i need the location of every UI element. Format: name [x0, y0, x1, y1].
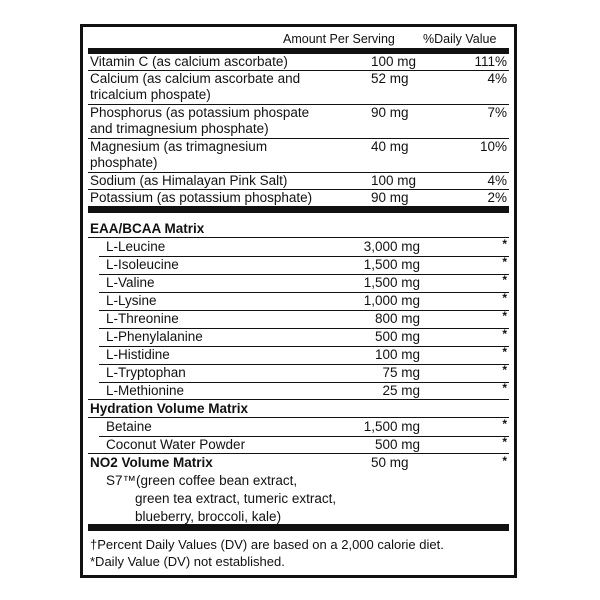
row-rule — [88, 70, 509, 71]
vitamin-amount: 90 mg — [371, 105, 409, 120]
hydration-item-dv: * — [502, 417, 507, 431]
amino-acid-name: L-Leucine — [106, 239, 166, 254]
no2-dv: * — [502, 454, 507, 468]
hydration-item-amount: 500 mg — [374, 437, 420, 452]
vitamin-name: Phosphorus (as potassium phospate and trimagnesium phosphate) — [90, 105, 310, 136]
vitamin-amount: 52 mg — [371, 71, 409, 86]
no2-ingredients-line-1: S7™(green coffee bean extract, — [106, 473, 298, 488]
eaa-title-rule — [88, 237, 509, 238]
vitamin-name: Vitamin C (as calcium ascorbate) — [90, 54, 288, 69]
vitamins-thick-rule — [88, 206, 509, 213]
row-rule — [88, 189, 509, 190]
amino-acid-name: L-Lysine — [106, 293, 157, 308]
hydration-item-amount: 1,500 mg — [363, 419, 420, 434]
vitamin-dv: 7% — [487, 105, 507, 120]
vitamin-name: Calcium (as calcium ascorbate and tricalcium phospate) — [90, 71, 301, 102]
supplement-facts-panel — [80, 24, 517, 578]
amino-acid-dv: * — [502, 363, 507, 377]
amount-per-serving-header: Amount Per Serving — [283, 32, 395, 46]
vitamin-dv: 2% — [487, 190, 507, 205]
amino-acid-dv: * — [502, 381, 507, 395]
amino-acid-name: L-Isoleucine — [106, 257, 179, 272]
amino-acid-name: L-Phenylalanine — [106, 329, 203, 344]
amino-acid-name: L-Histidine — [106, 347, 170, 362]
row-rule — [88, 104, 509, 105]
vitamin-dv: 4% — [487, 71, 507, 86]
amino-acid-amount: 1,500 mg — [363, 275, 420, 290]
vitamin-dv: 4% — [487, 173, 507, 188]
no2-ingredients-line-3: blueberry, broccoli, kale) — [135, 509, 282, 524]
vitamin-dv: 111% — [474, 54, 507, 69]
vitamin-amount: 40 mg — [371, 139, 409, 154]
row-rule — [88, 172, 509, 173]
amino-acid-dv: * — [502, 327, 507, 341]
amino-acid-name: L-Threonine — [106, 311, 179, 326]
amino-acid-amount: 100 mg — [374, 347, 420, 362]
eaa-bottom-rule — [88, 399, 509, 400]
footnote-percent-dv: †Percent Daily Values (DV) are based on a 2,000 calorie diet. — [90, 537, 444, 552]
amino-acid-amount: 1,500 mg — [363, 257, 420, 272]
no2-ingredients-line-2: green tea extract, tumeric extract, — [135, 491, 337, 506]
hydration-item-dv: * — [502, 435, 507, 449]
hydration-title-rule — [88, 417, 509, 418]
vitamin-name: Magnesium (as trimagnesium phosphate) — [90, 139, 268, 170]
vitamin-dv: 10% — [479, 139, 507, 154]
vitamin-amount: 100 mg — [371, 173, 417, 188]
amino-acid-name: L-Methionine — [106, 383, 185, 398]
no2-amount: 50 mg — [371, 455, 409, 470]
amino-acid-name: L-Valine — [106, 275, 155, 290]
footnote-dv-not-established: *Daily Value (DV) not established. — [90, 554, 285, 569]
vitamin-amount: 90 mg — [371, 190, 409, 205]
amino-acid-dv: * — [502, 255, 507, 269]
amino-acid-amount: 25 mg — [382, 383, 420, 398]
amino-acid-amount: 800 mg — [374, 311, 420, 326]
vitamin-name: Potassium (as potassium phosphate) — [90, 190, 313, 205]
hydration-item-name: Betaine — [106, 419, 152, 434]
hydration-bottom-rule — [88, 453, 509, 454]
amino-acid-dv: * — [502, 309, 507, 323]
row-rule — [99, 274, 509, 275]
vitamin-amount: 100 mg — [371, 54, 417, 69]
row-rule — [88, 138, 509, 139]
no2-section-title: NO2 Volume Matrix — [90, 455, 213, 470]
amino-acid-amount: 1,000 mg — [363, 293, 420, 308]
amino-acid-dv: * — [502, 291, 507, 305]
amino-acid-amount: 3,000 mg — [363, 239, 420, 254]
amino-acid-dv: * — [502, 237, 507, 251]
amino-acid-dv: * — [502, 273, 507, 287]
hydration-section-title: Hydration Volume Matrix — [90, 401, 249, 416]
amino-acid-name: L-Tryptophan — [106, 365, 186, 380]
daily-value-header: %Daily Value — [423, 32, 497, 46]
amino-acid-dv: * — [502, 345, 507, 359]
footnote-thick-rule — [88, 524, 509, 531]
hydration-item-name: Coconut Water Powder — [106, 437, 246, 452]
amino-acid-amount: 75 mg — [382, 365, 420, 380]
vitamin-name: Sodium (as Himalayan Pink Salt) — [90, 173, 288, 188]
row-rule — [99, 292, 509, 293]
eaa-section-title: EAA/BCAA Matrix — [90, 221, 205, 236]
amino-acid-amount: 500 mg — [374, 329, 420, 344]
